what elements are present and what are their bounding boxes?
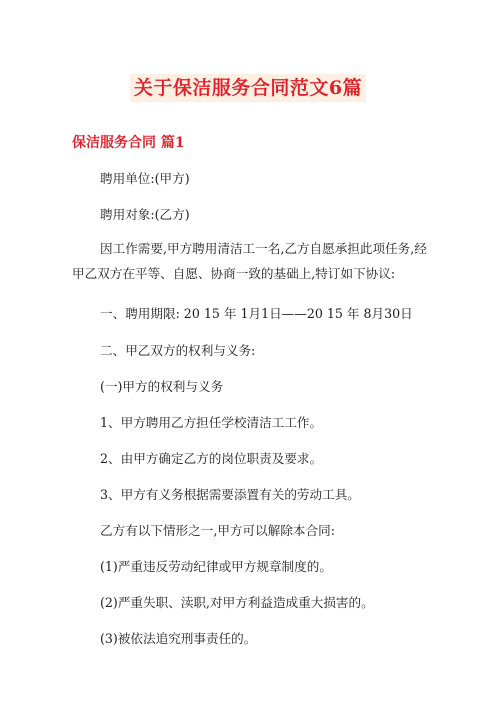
paragraph-employee: 聘用对象:(乙方) xyxy=(100,207,190,222)
document-title: 关于保洁服务合同范文6篇 xyxy=(130,74,366,102)
section-heading: 保洁服务合同 篇1 xyxy=(72,135,185,151)
paragraph-employer: 聘用单位:(甲方) xyxy=(100,171,190,186)
paragraph-intro: 因工作需要,甲方聘用清洁工一名,乙方自愿承担此项任务,经甲乙双方在平等、自愿、协商一致的基础上,特订如下协议: xyxy=(72,241,427,281)
paragraph-term: 一、聘用期限: 20 15 年 1月1日——20 15 年 8月30日 xyxy=(100,306,413,321)
paragraph-item-1: 1、甲方聘用乙方担任学校清洁工工作。 xyxy=(100,415,323,430)
title-wrap xyxy=(0,74,496,102)
paragraph-item-3: 3、甲方有义务根据需要添置有关的劳动工具。 xyxy=(100,487,360,502)
paragraph-party-a-heading: (一)甲方的权利与义务 xyxy=(100,379,224,394)
paragraph-case-3: (3)被依法追究刑事责任的。 xyxy=(100,631,257,646)
paragraph-case-1: (1)严重违反劳动纪律或甲方规章制度的。 xyxy=(100,559,332,574)
paragraph-rights-heading: 二、甲乙双方的权利与义务: xyxy=(100,343,256,358)
paragraph-item-2: 2、由甲方确定乙方的岗位职责及要求。 xyxy=(100,451,323,466)
paragraph-case-2: (2)严重失职、渎职,对甲方利益造成重大损害的。 xyxy=(100,595,374,610)
paragraph-termination: 乙方有以下情形之一,甲方可以解除本合同: xyxy=(100,523,335,538)
